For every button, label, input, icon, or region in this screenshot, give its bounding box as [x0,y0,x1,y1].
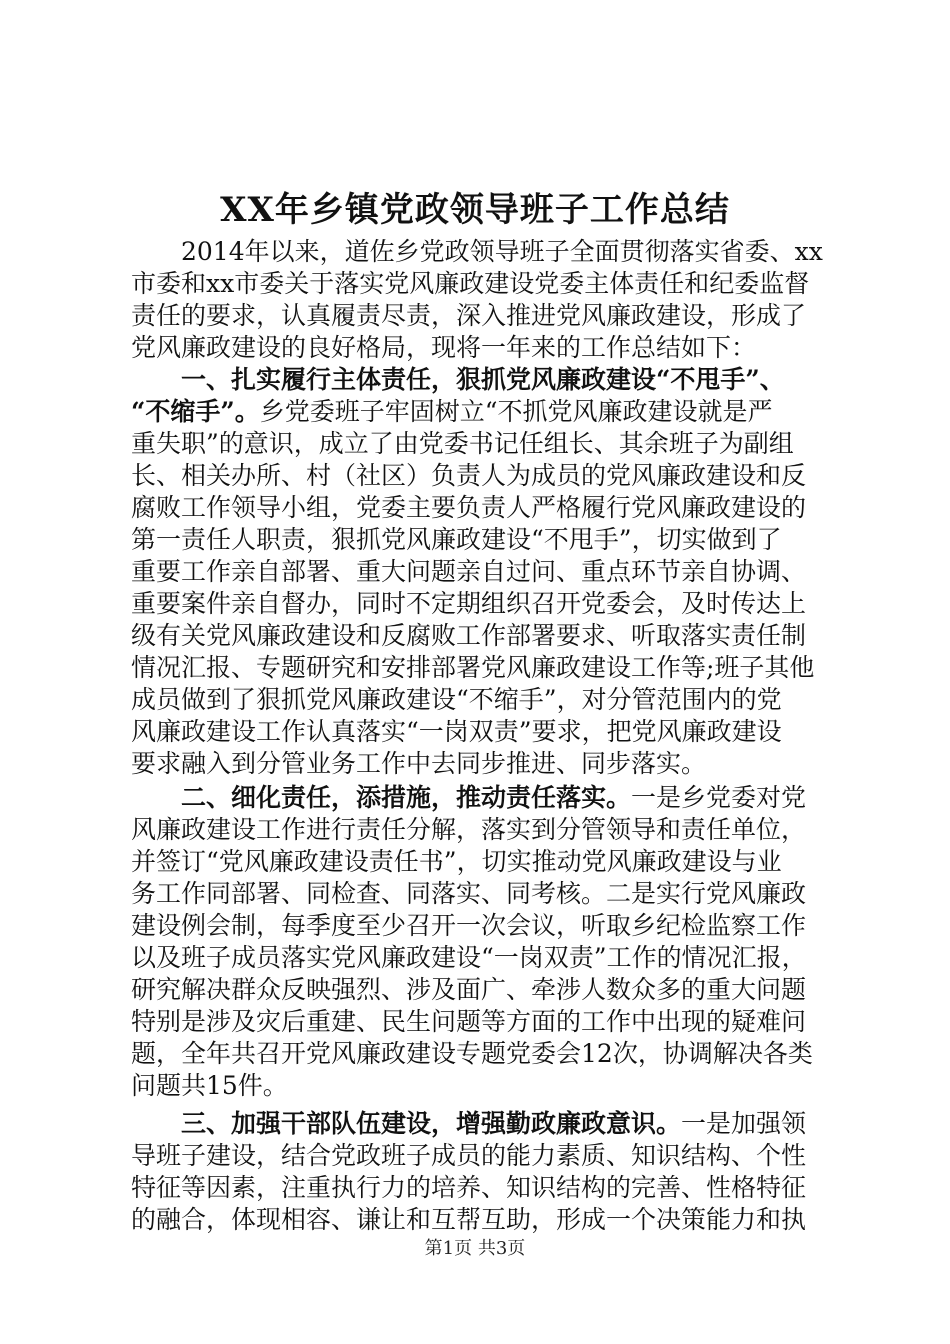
intro-line: 2014年以来，道佐乡党政领导班子全面贯彻落实省委、xx [181,237,823,266]
section-2-heading: 二、细化责任，添措施，推动责任落实。 [181,783,632,812]
section-3-paragraph [131,1108,831,1236]
section-1-line: 情况汇报、专题研究和安排部署党风廉政建设工作等;班子其他 [131,653,815,682]
section-2-line [131,782,831,814]
section-3-line [131,1108,831,1140]
section-1-heading-tail: “不缩手”。 [131,397,260,426]
section-3-heading: 三、加强干部队伍建设，增强勤政廉政意识。 [181,1109,682,1138]
section-1-line: 重失职”的意识，成立了由党委书记任组长、其余班子为副组 [131,429,794,458]
section-2-line: 问题共15件。 [131,1071,288,1100]
section-1-line: 腐败工作领导小组，党委主要负责人严格履行党风廉政建设的 [131,493,807,522]
intro-line: 党风廉政建设的良好格局，现将一年来的工作总结如下： [131,333,757,362]
section-2-line: 题，全年共召开党风廉政建设专题党委会12次，协调解决各类 [131,1039,813,1068]
section-1-paragraph [131,364,831,780]
section-3-line: 特征等因素，注重执行力的培养、知识结构的完善、性格特征 [131,1173,807,1202]
section-2-line: 风廉政建设工作进行责任分解，落实到分管领导和责任单位， [131,815,807,844]
section-1-text: 乡党委班子牢固树立“不抓党风廉政建设就是严 [259,397,773,426]
section-2-line: 特别是涉及灾后重建、民生问题等方面的工作中出现的疑难问 [131,1007,807,1036]
intro-line: 市委和xx市委关于落实党风廉政建设党委主体责任和纪委监督 [131,269,810,298]
section-1-line: 级有关党风廉政建设和反腐败工作部署要求、听取落实责任制 [131,621,807,650]
section-2-paragraph [131,782,831,1102]
section-1-line: 风廉政建设工作认真落实“一岗双责”要求，把党风廉政建设 [131,717,782,746]
section-1-line [131,396,831,428]
document-body [131,236,831,1236]
section-2-line: 并签订“党风廉政建设责任书”，切实推动党风廉政建设与业 [131,847,782,876]
document-title: XX年乡镇党政领导班子工作总结 [220,190,730,230]
section-1-line: 要求融入到分管业务工作中去同步推进、同步落实。 [131,749,707,778]
section-2-line: 建设例会制，每季度至少召开一次会议，听取乡纪检监察工作 [131,911,807,940]
section-1-line: 重要案件亲自督办，同时不定期组织召开党委会，及时传达上 [131,589,807,618]
section-1-line: 成员做到了狠抓党风廉政建设“不缩手”，对分管范围内的党 [131,685,782,714]
section-2-text: 一是乡党委对党 [631,783,807,812]
section-3-line: 导班子建设，结合党政班子成员的能力素质、知识结构、个性 [131,1141,807,1170]
section-1-heading: 一、扎实履行主体责任，狠抓党风廉政建设“不甩手”、 [181,365,785,394]
intro-line: 责任的要求，认真履责尽责，深入推进党风廉政建设，形成了 [131,301,807,330]
section-1-line: 长、相关办所、村（社区）负责人为成员的党风廉政建设和反 [131,461,807,490]
page-footer: 第1页 共3页 [424,1238,526,1259]
section-1-line: 重要工作亲自部署、重大问题亲自过问、重点环节亲自协调、 [131,557,807,586]
section-2-line: 务工作同部署、同检查、同落实、同考核。二是实行党风廉政 [131,879,807,908]
section-3-line: 的融合，体现相容、谦让和互帮互助，形成一个决策能力和执 [131,1205,807,1234]
intro-paragraph [131,236,831,364]
section-2-line: 研究解决群众反映强烈、涉及面广、牵涉人数众多的重大问题 [131,975,807,1004]
section-1-line: 第一责任人职责，狠抓党风廉政建设“不甩手”，切实做到了 [131,525,782,554]
section-2-line: 以及班子成员落实党风廉政建设“一岗双责”工作的情况汇报， [131,943,807,972]
section-3-text: 一是加强领 [681,1109,807,1138]
